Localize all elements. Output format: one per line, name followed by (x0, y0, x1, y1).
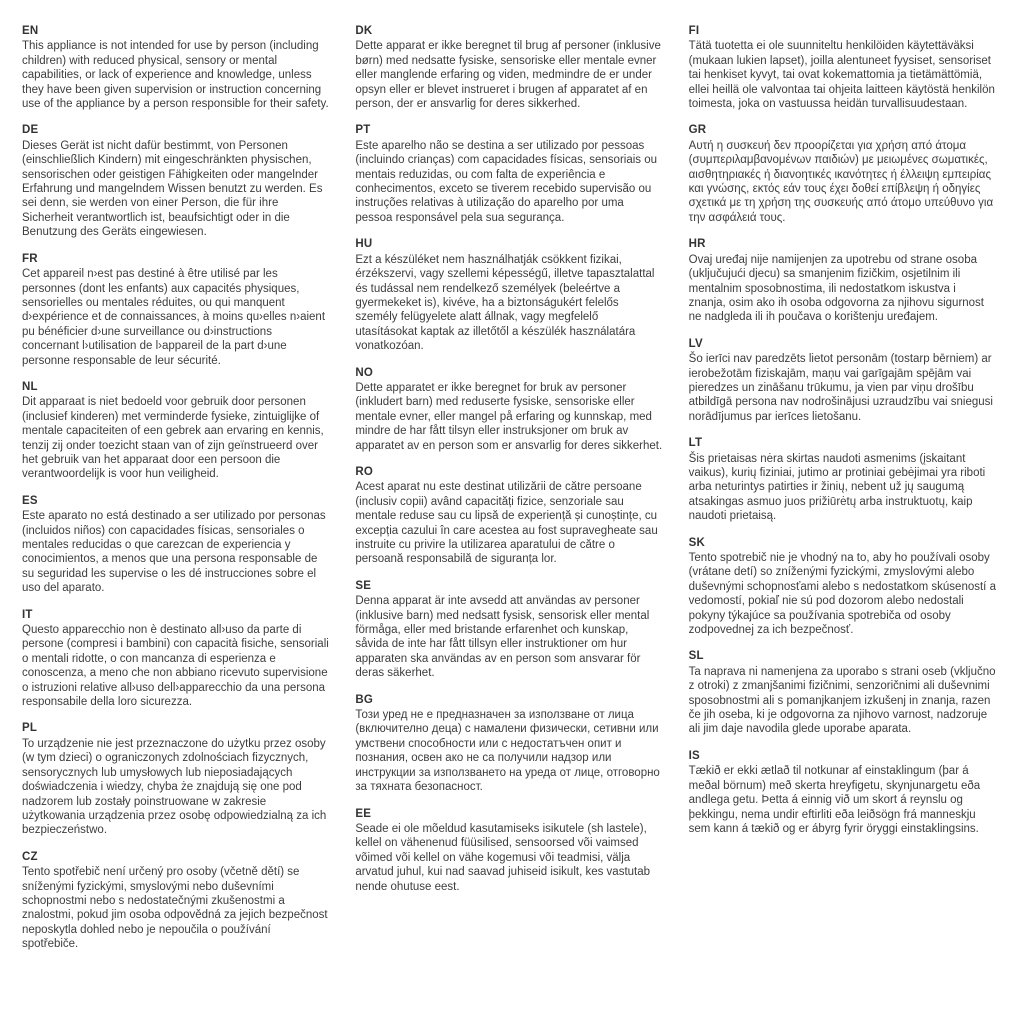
language-paragraph-fr: Cet appareil n›est pas destiné à être utilisé par les personnes (dont les enfants) aux capacités physiques, sensorielles ou mentales réduites, ou qui manquent d›expérience et de connaissances, à moins qu›elles n›aient pu bénéficier d›une surveillance ou d›instructions concernant l›utilisation de l›appareil de la part d›une personne responsable de leur sécurité. (22, 268, 326, 367)
language-heading-is: IS (688, 749, 700, 762)
language-paragraph-dk: Dette apparat er ikke beregnet til brug af personer (inklusive børn) med nedsatte fysiske, sensoriske eller mentale evner eller manglende erfaring og viden, medmindre de er under opsyn eller er blevet instrueret i brugen af apparatet af en person, der er ansvarlig for deres sikkerhed. (355, 40, 661, 111)
section-pl (22, 721, 329, 837)
language-heading-nl: NL (22, 380, 38, 393)
language-heading-it: IT (22, 608, 33, 621)
section-fi (689, 24, 996, 111)
section-sl (689, 649, 996, 736)
language-heading-se: SE (355, 579, 372, 592)
language-paragraph-fi: Tätä tuotetta ei ole suunniteltu henkilöiden käytettäväksi (mukaan lukien lapset), joilla alentuneet fyysiset, sensoriset tai henkiset kyvyt, tai ovat kokemattomia ja tietämättömiä, ellei heillä ole valvontaa tai ohjeita laitteen käytöstä henkilön toimesta, joka on vastuussa heidän turvallisuudestaan. (688, 40, 995, 111)
language-heading-fr: FR (22, 252, 38, 265)
language-paragraph-de: Dieses Gerät ist nicht dafür bestimmt, von Personen (einschließlich Kindern) mit eingeschränkten physischen, sensorischen oder geistigen Fähigkeiten oder mangelnder Erfahrung und mangelndem Wissen benutzt zu werden. Es sei denn, sie werden von einer Person, die für ihre Sicherheit verantwortlich ist, beaufsichtigt oder in die Benutzung des Geräts eingewiesen. (22, 139, 323, 239)
language-paragraph-pt: Este aparelho não se destina a ser utilizado por pessoas (incluindo crianças) com capacidades físicas, sensoriais ou mentais reduzidas, ou com falta de experiência e conhecimentos, exceto se tiverem recebido supervisão ou instruções relativas à utilização do aparelho por uma pessoa responsável pela sua segurança. (355, 139, 658, 224)
language-heading-hu: HU (355, 238, 373, 251)
language-paragraph-lt: Šis prietaisas nėra skirtas naudoti asmenims (įskaitant vaikus), kurių fiziniai, jutimo ar protiniai gebėjimai yra riboti arba neturintys patirties ir žinių, nebent už jų saugumą atsakingas asmuo juos prižiūrėtų arba instruktuotų, kaip naudoti prietaisą. (688, 452, 986, 523)
language-paragraph-en: This appliance is not intended for use by person (including children) with reduced physical, sensory or mental capabilities, or lack of experience and knowledge, unless they have been given supervision or instruction concerning use of the appliance by a person responsible for their safety. (22, 40, 329, 111)
language-heading-en: EN (22, 25, 39, 37)
section-gr (689, 123, 996, 225)
language-paragraph-nl: Dit apparaat is niet bedoeld voor gebruik door personen (inclusief kinderen) met verminderde fysieke, zintuiglijke of mentale capaciteiten of een gebrek aan ervaring en kennis, tenzij zij onder toezicht staan van of zijn geïnstrueerd over het gebruik van het apparaat door een persoon die verantwoordelijk is voor hun veiligheid. (22, 396, 324, 481)
language-paragraph-no: Dette apparatet er ikke beregnet for bruk av personer (inkludert barn) med reduserte fysiske, sensoriske eller mentale evner, eller mangel på erfaring og kunnskap, med mindre de har fått tilsyn eller instruksjoner om bruk av apparatet av en person som er ansvarlig for deres sikkerhet. (355, 381, 663, 452)
column-3 (689, 24, 996, 1014)
section-it (22, 608, 329, 710)
section-de (22, 123, 329, 239)
section-fr (22, 252, 329, 368)
language-heading-pl: PL (22, 722, 38, 735)
language-paragraph-hu: Ezt a készüléket nem használhatják csökkent fizikai, érzékszervi, vagy szellemi képességű, illetve tapasztalattal és tudással nem rendelkező személyek (beleértve a gyermekeket is), kivéve, ha a biztonságukért felelős személy felügyelete alatt állnak, vagy megfelelő utasításokat kaptak az illetőtől a készülék használatára vonatkozóan. (355, 253, 655, 353)
language-paragraph-hr: Ovaj uređaj nije namijenjen za upotrebu od strane osoba (uključujući djecu) sa smanjenim fizičkim, osjetilnim ili mentalnim sposobnostima, ili nedostatkom iskustva i znanja, osim ako ih osoba odgovorna za njihovu sigurnost ne nadgleda ili ih poučava o korištenju uređajem. (688, 253, 985, 324)
language-paragraph-ro: Acest aparat nu este destinat utilizării de către persoane (inclusiv copii) având capacități fizice, senzoriale sau mentale reduse sau cu lipsă de experiență și cunoștințe, cu excepția cazului în care acestea au fost supravegheate sau instruite cu privire la utilizarea aparatului de către o persoană responsabilă de siguranța lor. (355, 481, 658, 566)
language-paragraph-es: Este aparato no está destinado a ser utilizado por personas (incluidos niños) con capacidades físicas, sensoriales o mentales reducidas o que carezcan de experiencia y conocimientos, a menos que una persona responsable de su seguridad les supervise o les dé instrucciones sobre el uso del aparato. (22, 510, 326, 595)
column-1 (22, 24, 329, 1014)
language-heading-ee: EE (355, 807, 372, 820)
language-paragraph-lv: Šo ierīci nav paredzēts lietot personām (tostarp bērniem) ar ierobežotām fiziskajām, maņu vai garīgajām spējām vai pieredzes un zināšanu trūkumu, ja vien par viņu drošību atbildīgā persona nav nodrošinājusi uzraudzību vai sniegusi norādījumus par ierīces lietošanu. (688, 353, 993, 423)
section-is (689, 749, 996, 836)
language-heading-de: DE (22, 124, 39, 137)
language-paragraph-bg: Този уред не е предназначен за използване от лица (включително деца) с намалени физически, сетивни или умствени способности или с недостатъчен опит и познания, освен ако не са получили надзор или инструкции за използването на уреда от лице, отговорно за тяхната безопасност. (355, 709, 660, 794)
language-paragraph-it: Questo apparecchio non è destinato all›uso da parte di persone (compresi i bambini) con capacità fisiche, sensoriali o mentali ridotte, o con mancanza di esperienza e conoscenza, a meno che non abbiano ricevuto supervisione o istruzioni relative all›uso dell›apparecchio da una persona responsabile della loro sicurezza. (22, 624, 329, 709)
language-heading-sk: SK (688, 536, 706, 549)
language-paragraph-sk: Tento spotrebič nie je vhodný na to, aby ho používali osoby (vrátane detí) so zníženými fyzickými, zmyslovými alebo duševnými schopnosťami alebo s nedostatkom skúseností a vedomostí, pokiaľ nie sú pod dozorom alebo nedostali pokyny týkajúce sa používania spotrebiča od osoby zodpovednej za ich bezpečnosť. (688, 552, 996, 637)
language-paragraph-se: Denna apparat är inte avsedd att användas av personer (inklusive barn) med nedsatt fysisk, sensorisk eller mental förmåga, eller med bristande erfarenhet och kunskap, såvida de inte har fått tillsyn eller instruktioner om hur apparaten ska användas av en person som ansvarar för deras säkerhet. (355, 595, 650, 680)
section-en (22, 24, 329, 111)
section-ro (355, 465, 662, 567)
language-paragraph-cz: Tento spotřebič není určený pro osoby (včetně dětí) se sníženými fyzickými, smyslovými nebo duševními schopnostmi nebo s nedostatečnými zkušenostmi a znalostmi, pokud jim osoba odpovědná za jejich bezpečnost neposkytla dohled nebo je nepoučila o používání spotřebiče. (22, 866, 328, 951)
language-heading-cz: CZ (22, 850, 38, 863)
language-heading-lt: LT (688, 437, 703, 450)
section-cz (22, 850, 329, 952)
section-se (355, 579, 662, 681)
language-heading-gr: GR (688, 124, 707, 137)
section-hr (689, 237, 996, 324)
language-paragraph-is: Tækið er ekki ætlað til notkunar af einstaklingum (þar á meðal börnum) með skerta hreyfigetu, skynjunargetu eða andlega getu. Þetta á einnig við um skort á reynslu og þekkingu, nema undir eftirliti eða leiðsögn frá manneskju sem kann á tækið og er ábyrg fyrir öryggi einstaklingsins. (688, 765, 981, 835)
language-heading-no: NO (355, 366, 373, 379)
section-nl (22, 380, 329, 482)
language-heading-dk: DK (355, 25, 373, 37)
language-heading-lv: LV (688, 337, 703, 350)
column-2 (355, 24, 662, 1014)
language-heading-hr: HR (688, 238, 706, 251)
section-sk (689, 536, 996, 638)
section-lv (689, 337, 996, 424)
section-lt (689, 436, 996, 523)
section-bg (355, 693, 662, 795)
language-paragraph-sl: Ta naprava ni namenjena za uporabo s strani oseb (vključno z otroki) z zmanjšanimi fizičnimi, senzoričnimi ali duševnimi sposobnostmi ali s pomanjkanjem izkušenj in znanja, razen če jih oseba, ki je odgovorna za njihovo varnost, nadzoruje ali jim daje navodila glede uporabe aparata. (688, 665, 996, 736)
section-no (355, 366, 662, 453)
section-es (22, 494, 329, 596)
section-ee (355, 807, 662, 894)
section-hu (355, 237, 662, 353)
language-heading-bg: BG (355, 693, 373, 706)
language-heading-ro: RO (355, 465, 373, 478)
language-heading-fi: FI (688, 25, 700, 37)
section-dk (355, 24, 662, 111)
language-paragraph-ee: Seade ei ole mõeldud kasutamiseks isikutele (sh lastele), kellel on vähenenud füüsilised, sensoorsed või vaimsed võimed või kellel on vähe kogemusi või teadmisi, välja arvatud juhul, kui nad saavad juhiseid isikult, kes vastutab nende ohutuse eest. (355, 822, 651, 893)
language-paragraph-gr: Αυτή η συσκευή δεν προορίζεται για χρήση από άτομα (συμπεριλαμβανομένων παιδιών) με μειωμένες σωματικές, αισθητηριακές ή διανοητικές ικανότητες ή έλλειψη εμπειρίας και γνώσης, εκτός εάν τους έχει δοθεί επίβλεψη ή οδηγίες σχετικά με τη χρήση της συσκευής από άτομο υπεύθυνο για την ασφάλειά τους. (688, 139, 994, 224)
language-heading-pt: PT (355, 124, 371, 137)
language-paragraph-pl: To urządzenie nie jest przeznaczone do użytku przez osoby (w tym dzieci) o ograniczonych zdolnościach fizycznych, sensorycznych lub umysłowych lub nieposiadających doświadczenia i wiedzy, chyba że znajdują się one pod nadzorem lub zostały poinstruowane w zakresie użytkowania urządzenia przez osobę odpowiedzialną za ich bezpieczeństwo. (22, 737, 327, 837)
language-heading-es: ES (22, 494, 38, 507)
language-heading-sl: SL (688, 650, 704, 663)
section-pt (355, 123, 662, 225)
